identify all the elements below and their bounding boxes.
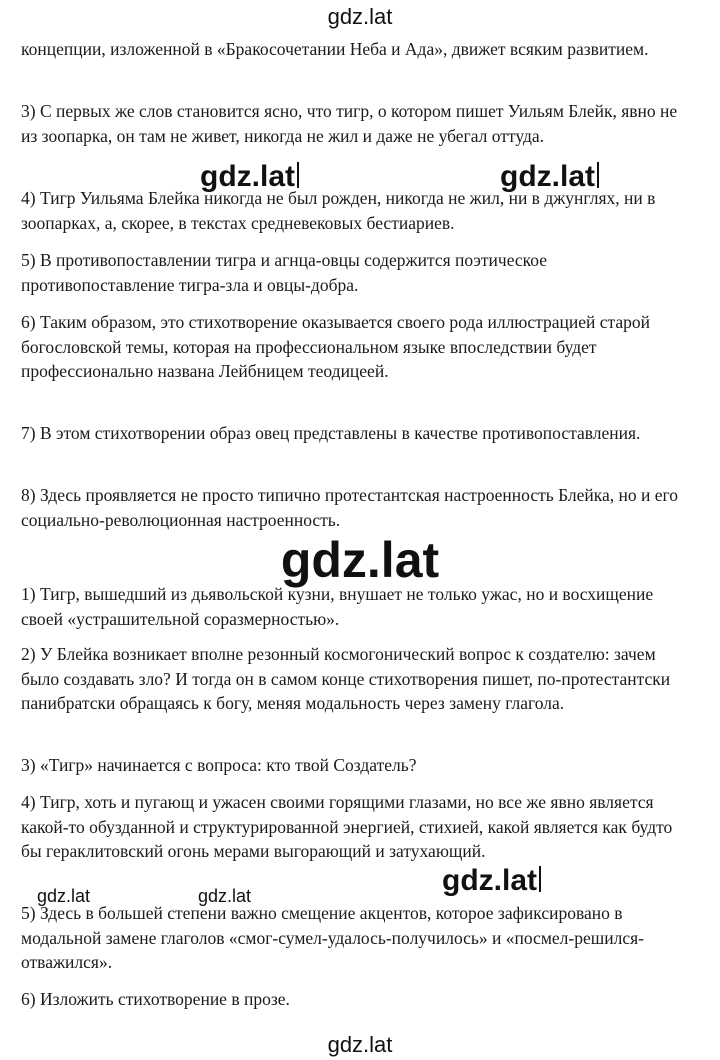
watermark-small-left: gdz.lat: [37, 886, 91, 906]
paragraph-point-5: 5) В противопоставлении тигра и агнца-овцы содержится поэтическое противопоставление тигра-зла и овцы-добра.: [21, 250, 548, 295]
watermark-top: gdz.lat: [327, 4, 393, 29]
watermark-small-mid: gdz.lat: [198, 886, 252, 906]
watermark-right-upper: gdz.lat: [500, 160, 599, 194]
paragraph-point-8: 8) Здесь проявляется не просто типично протестантская настроенность Блейка, но и его социально-революционная настроенность.: [21, 485, 679, 530]
watermark-center: gdz.lat: [280, 532, 440, 588]
paragraph-section2-point-5: 5) Здесь в большей степени важно смещение акцентов, которое зафиксировано в модальной замене глаголов «смог-сумел-удалось-получилось» и «посмел-решился-отважился».: [21, 903, 644, 972]
paragraph-point-6: 6) Таким образом, это стихотворение оказывается своего рода иллюстрацией старой богословской темы, которая на профессиональном языке впоследствии будет профессионально названа Лейбницем теодицеей.: [21, 312, 651, 381]
paragraph-section2-point-1: 1) Тигр, вышедший из дьявольской кузни, внушает не только ужас, но и восхищение своей «устрашительной соразмерностью».: [21, 584, 654, 629]
paragraph-point-4: 4) Тигр Уильяма Блейка никогда не был рожден, никогда не жил, ни в джунглях, ни в зоопарках, а, скорее, в текстах средневековых бестиариев.: [21, 188, 656, 233]
paragraph-section2-point-6: 6) Изложить стихотворение в прозе.: [21, 989, 290, 1009]
paragraph-section2-point-4: 4) Тигр, хоть и пугающ и ужасен своими горящими глазами, но все же явно является какой-то обузданной и структурированной энергией, стихией, какой является как будто бы гераклитовский огонь мерами выгорающий и затухающий.: [21, 792, 673, 861]
paragraph-point-3: 3) С первых же слов становится ясно, что тигр, о котором пишет Уильям Блейк, явно не из зоопарка, он там не живет, никогда не жил и даже не убегал оттуда.: [21, 101, 678, 146]
watermark-bottom: gdz.lat: [327, 1032, 393, 1057]
watermark-left-upper: gdz.lat: [200, 160, 299, 194]
watermark-right-lower: gdz.lat: [442, 864, 541, 898]
paragraph-section2-point-3: 3) «Тигр» начинается с вопроса: кто твой Создатель?: [21, 755, 417, 775]
paragraph-point-7: 7) В этом стихотворении образ овец представлены в качестве противопоставления.: [21, 423, 641, 443]
paragraph-section2-point-2: 2) У Блейка возникает вполне резонный космогонический вопрос к создателю: зачем было создавать зло? И тогда он в самом конце стихотворения пишет, по-протестантски панибратски обращаясь к богу, меняя модальность через замену глагола.: [21, 644, 671, 713]
paragraph-intro-continuation: концепции, изложенной в «Бракосочетании Неба и Ада», движет всяким развитием.: [21, 39, 649, 59]
